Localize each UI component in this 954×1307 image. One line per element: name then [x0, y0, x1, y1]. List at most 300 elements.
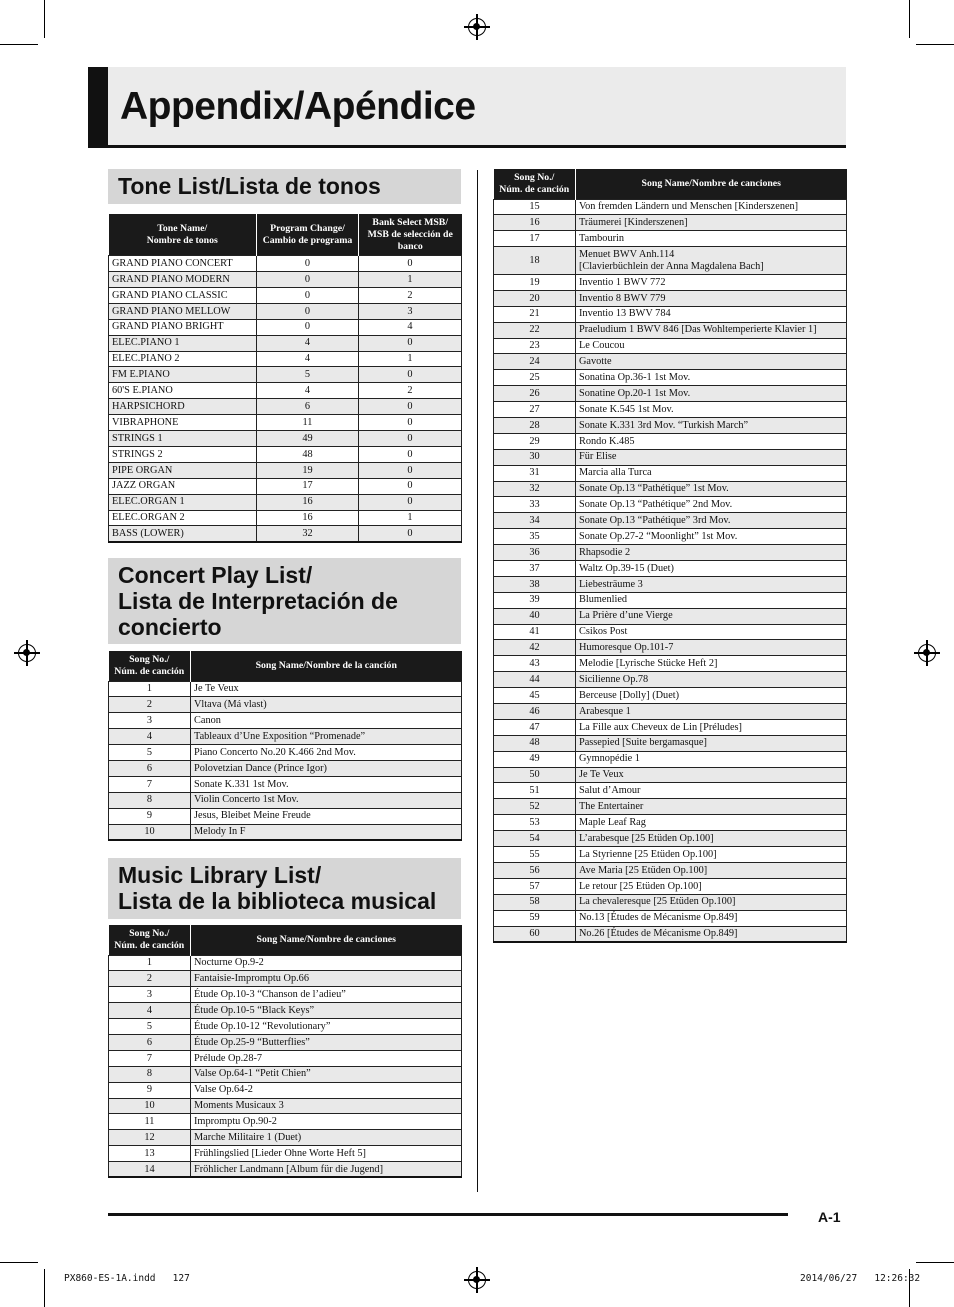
table-cell: 19 — [257, 462, 359, 478]
table-row — [109, 1098, 462, 1114]
table-row — [494, 624, 847, 640]
table-row — [109, 1019, 462, 1035]
music-library-table-continued — [493, 169, 847, 943]
table-row — [109, 383, 462, 399]
table-cell: 57 — [494, 878, 576, 894]
table-row — [109, 494, 462, 510]
table-cell: 11 — [257, 415, 359, 431]
table-cell: GRAND PIANO BRIGHT — [109, 319, 257, 335]
table-cell: 28 — [494, 418, 576, 434]
table-row — [494, 576, 847, 592]
table-cell: The Entertainer — [576, 799, 847, 815]
table-cell: 7 — [109, 776, 191, 792]
table-cell: 6 — [257, 399, 359, 415]
table-row — [494, 338, 847, 354]
table-cell: Polovetzian Dance (Prince Igor) — [191, 760, 462, 776]
table-cell: 0 — [257, 288, 359, 304]
table-cell: 6 — [109, 1034, 191, 1050]
table-cell: Valse Op.64-1 “Petit Chien” — [191, 1066, 462, 1082]
table-row — [109, 1114, 462, 1130]
table-cell: 0 — [359, 494, 462, 510]
registration-mark-icon — [468, 1271, 486, 1289]
table-cell: Canon — [191, 713, 462, 729]
table-cell: Je Te Veux — [191, 681, 462, 697]
table-cell: La Styrienne [25 Etüden Op.100] — [576, 847, 847, 863]
registration-mark-icon — [468, 18, 486, 36]
table-row — [494, 402, 847, 418]
table-cell: Salut d’Amour — [576, 783, 847, 799]
table-row — [109, 729, 462, 745]
table-cell: FM E.PIANO — [109, 367, 257, 383]
table-row — [109, 1130, 462, 1146]
table-row — [494, 561, 847, 577]
table-cell: 12 — [109, 1130, 191, 1146]
table-row — [494, 592, 847, 608]
table-cell: 49 — [257, 431, 359, 447]
table-cell: 33 — [494, 497, 576, 513]
table-row — [494, 247, 847, 275]
column-header: Song No./ Núm. de canción — [109, 651, 191, 681]
table-cell: Liebesträume 3 — [576, 576, 847, 592]
table-row — [494, 545, 847, 561]
footer-rule — [108, 1213, 788, 1216]
table-cell: La Fille aux Cheveux de Lin [Préludes] — [576, 719, 847, 735]
table-cell: 16 — [257, 494, 359, 510]
table-cell: Étude Op.10-5 “Black Keys” — [191, 1003, 462, 1019]
table-cell: GRAND PIANO MODERN — [109, 272, 257, 288]
table-row — [494, 322, 847, 338]
table-cell: Blumenlied — [576, 592, 847, 608]
table-cell: 9 — [109, 1082, 191, 1098]
concert-play-list-heading: Concert Play List/ Lista de Interpretación de concierto — [108, 558, 461, 644]
table-row — [109, 415, 462, 431]
table-cell: Étude Op.25-9 “Butterflies” — [191, 1034, 462, 1050]
table-row — [109, 303, 462, 319]
table-cell: 4 — [257, 351, 359, 367]
table-cell: Prélude Op.28-7 — [191, 1050, 462, 1066]
registration-mark-icon — [18, 644, 36, 662]
table-cell: 26 — [494, 386, 576, 402]
page-number: A-1 — [818, 1209, 841, 1225]
table-row — [494, 290, 847, 306]
column-header: Tone Name/ Nombre de tonos — [109, 214, 257, 256]
table-cell: 58 — [494, 894, 576, 910]
table-cell: 2 — [109, 971, 191, 987]
table-cell: 9 — [109, 808, 191, 824]
table-cell: 60'S E.PIANO — [109, 383, 257, 399]
slug-date-info: 2014/06/27 12:26:32 — [800, 1273, 921, 1284]
table-cell: Frühlingslied [Lieder Ohne Worte Heft 5] — [191, 1146, 462, 1162]
table-row — [109, 745, 462, 761]
table-cell: 8 — [109, 792, 191, 808]
table-cell: 2 — [359, 288, 462, 304]
table-row — [109, 351, 462, 367]
table-cell: Marcia alla Turca — [576, 465, 847, 481]
table-cell: Sonate K.545 1st Mov. — [576, 402, 847, 418]
table-cell: GRAND PIANO MELLOW — [109, 303, 257, 319]
table-cell: 32 — [494, 481, 576, 497]
table-cell: 14 — [109, 1162, 191, 1178]
table-row — [494, 386, 847, 402]
table-cell: 21 — [494, 306, 576, 322]
table-row — [494, 199, 847, 215]
crop-mark — [916, 1262, 954, 1263]
table-cell: Étude Op.10-3 “Chanson de l’adieu” — [191, 987, 462, 1003]
table-cell: 11 — [109, 1114, 191, 1130]
table-row — [494, 910, 847, 926]
table-row — [494, 481, 847, 497]
table-cell: STRINGS 2 — [109, 446, 257, 462]
table-cell: 3 — [359, 303, 462, 319]
table-cell: Sonate K.331 3rd Mov. “Turkish March” — [576, 418, 847, 434]
table-cell: 34 — [494, 513, 576, 529]
table-row — [494, 719, 847, 735]
table-cell: 0 — [359, 431, 462, 447]
table-row — [494, 656, 847, 672]
table-cell: Waltz Op.39-15 (Duet) — [576, 561, 847, 577]
table-cell: 43 — [494, 656, 576, 672]
table-cell: Sicilienne Op.78 — [576, 672, 847, 688]
table-cell: 40 — [494, 608, 576, 624]
table-row — [494, 831, 847, 847]
table-cell: PIPE ORGAN — [109, 462, 257, 478]
table-row — [494, 608, 847, 624]
table-cell: 4 — [109, 729, 191, 745]
concert-play-list-table — [108, 651, 462, 841]
table-cell: 1 — [359, 510, 462, 526]
table-cell: Le Coucou — [576, 338, 847, 354]
table-cell: Gavotte — [576, 354, 847, 370]
table-row — [494, 354, 847, 370]
table-row — [109, 1146, 462, 1162]
table-row — [494, 529, 847, 545]
table-row — [109, 713, 462, 729]
table-cell: ELEC.ORGAN 1 — [109, 494, 257, 510]
table-cell: L’arabesque [25 Etüden Op.100] — [576, 831, 847, 847]
table-cell: 36 — [494, 545, 576, 561]
table-row — [494, 894, 847, 910]
table-row — [109, 697, 462, 713]
table-row — [109, 256, 462, 272]
table-row — [494, 274, 847, 290]
column-header: Song Name/Nombre de canciones — [576, 169, 847, 199]
table-cell: 51 — [494, 783, 576, 799]
table-row — [109, 399, 462, 415]
table-row — [494, 306, 847, 322]
table-cell: GRAND PIANO CONCERT — [109, 256, 257, 272]
table-cell: La Prière d’une Vierge — [576, 608, 847, 624]
table-row — [109, 335, 462, 351]
table-cell: 16 — [494, 215, 576, 231]
column-header: Song No./ Núm. de canción — [109, 925, 191, 955]
table-cell: Gymnopédie 1 — [576, 751, 847, 767]
table-row — [494, 847, 847, 863]
table-cell: 0 — [359, 399, 462, 415]
table-row — [494, 231, 847, 247]
table-cell: Sonate Op.13 “Pathétique” 1st Mov. — [576, 481, 847, 497]
table-cell: 20 — [494, 290, 576, 306]
table-row — [109, 971, 462, 987]
crop-mark — [916, 44, 954, 45]
table-cell: 4 — [109, 1003, 191, 1019]
table-cell: 49 — [494, 751, 576, 767]
table-cell: Sonate Op.13 “Pathétique” 3rd Mov. — [576, 513, 847, 529]
table-cell: Sonate K.331 1st Mov. — [191, 776, 462, 792]
table-cell: Berceuse [Dolly] (Duet) — [576, 688, 847, 704]
table-cell: 48 — [494, 735, 576, 751]
table-row — [109, 792, 462, 808]
table-cell: 0 — [359, 335, 462, 351]
table-cell: Melody In F — [191, 824, 462, 840]
table-row — [109, 776, 462, 792]
table-row — [109, 367, 462, 383]
table-row — [494, 704, 847, 720]
table-cell: Fantaisie-Impromptu Op.66 — [191, 971, 462, 987]
table-row — [109, 526, 462, 542]
table-cell: Sonate Op.13 “Pathétique” 2nd Mov. — [576, 497, 847, 513]
table-cell: 24 — [494, 354, 576, 370]
table-row — [494, 672, 847, 688]
table-cell: 0 — [359, 256, 462, 272]
table-row — [109, 955, 462, 971]
music-library-list-heading: Music Library List/ Lista de la biblioteca musical — [108, 858, 461, 919]
table-cell: Von fremden Ländern und Menschen [Kinderszenen] — [576, 199, 847, 215]
table-cell: VIBRAPHONE — [109, 415, 257, 431]
table-cell: 2 — [359, 383, 462, 399]
table-row — [494, 735, 847, 751]
table-cell: Jesus, Bleibet Meine Freude — [191, 808, 462, 824]
table-cell: Melodie [Lyrische Stücke Heft 2] — [576, 656, 847, 672]
table-cell: 5 — [109, 1019, 191, 1035]
table-cell: 10 — [109, 824, 191, 840]
table-cell: Inventio 1 BWV 772 — [576, 274, 847, 290]
table-cell: 10 — [109, 1098, 191, 1114]
table-row — [494, 688, 847, 704]
table-row — [109, 319, 462, 335]
table-cell: BASS (LOWER) — [109, 526, 257, 542]
table-cell: 27 — [494, 402, 576, 418]
table-cell: 2 — [109, 697, 191, 713]
table-row — [494, 799, 847, 815]
table-row — [109, 288, 462, 304]
table-cell: 0 — [359, 367, 462, 383]
table-row — [494, 465, 847, 481]
table-row — [494, 418, 847, 434]
table-row — [494, 815, 847, 831]
table-cell: 54 — [494, 831, 576, 847]
table-row — [494, 433, 847, 449]
table-row — [109, 808, 462, 824]
table-cell: 4 — [257, 383, 359, 399]
table-cell: 52 — [494, 799, 576, 815]
table-row — [109, 824, 462, 840]
table-cell: GRAND PIANO CLASSIC — [109, 288, 257, 304]
table-cell: Impromptu Op.90-2 — [191, 1114, 462, 1130]
table-cell: 35 — [494, 529, 576, 545]
table-cell: Maple Leaf Rag — [576, 815, 847, 831]
table-cell: Marche Militaire 1 (Duet) — [191, 1130, 462, 1146]
table-row — [494, 497, 847, 513]
table-row — [494, 862, 847, 878]
table-cell: 31 — [494, 465, 576, 481]
table-cell: 5 — [257, 367, 359, 383]
table-cell: Piano Concerto No.20 K.466 2nd Mov. — [191, 745, 462, 761]
table-cell: 5 — [109, 745, 191, 761]
table-cell: Moments Musicaux 3 — [191, 1098, 462, 1114]
table-cell: Csikos Post — [576, 624, 847, 640]
table-cell: 1 — [109, 681, 191, 697]
table-cell: 47 — [494, 719, 576, 735]
table-cell: No.26 [Études de Mécanisme Op.849] — [576, 926, 847, 942]
table-cell: 30 — [494, 449, 576, 465]
table-row — [109, 478, 462, 494]
table-cell: 0 — [257, 303, 359, 319]
table-row — [494, 513, 847, 529]
table-cell: Tableaux d’Une Exposition “Promenade” — [191, 729, 462, 745]
table-cell: 0 — [257, 256, 359, 272]
table-cell: 45 — [494, 688, 576, 704]
table-cell: 29 — [494, 433, 576, 449]
table-cell: No.13 [Études de Mécanisme Op.849] — [576, 910, 847, 926]
table-cell: Ave Maria [25 Etüden Op.100] — [576, 862, 847, 878]
table-cell: Träumerei [Kinderszenen] — [576, 215, 847, 231]
table-cell: 46 — [494, 704, 576, 720]
table-cell: 7 — [109, 1050, 191, 1066]
table-cell: Étude Op.10-12 “Revolutionary” — [191, 1019, 462, 1035]
table-cell: Sonate Op.27-2 “Moonlight” 1st Mov. — [576, 529, 847, 545]
table-row — [109, 1082, 462, 1098]
column-divider — [477, 170, 478, 1192]
page-title-banner — [88, 67, 846, 148]
table-cell: 16 — [257, 510, 359, 526]
table-cell: Fröhlicher Landmann [Album für die Jugend] — [191, 1162, 462, 1178]
table-cell: 0 — [359, 478, 462, 494]
table-cell: ELEC.PIANO 1 — [109, 335, 257, 351]
table-row — [494, 449, 847, 465]
table-cell: 3 — [109, 713, 191, 729]
table-cell: 19 — [494, 274, 576, 290]
column-header: Bank Select MSB/ MSB de selección de banco — [359, 214, 462, 256]
table-cell: Violin Concerto 1st Mov. — [191, 792, 462, 808]
table-cell: JAZZ ORGAN — [109, 478, 257, 494]
table-cell: La chevaleresque [25 Etüden Op.100] — [576, 894, 847, 910]
table-cell: 55 — [494, 847, 576, 863]
table-row — [494, 370, 847, 386]
table-row — [109, 446, 462, 462]
table-cell: Für Elise — [576, 449, 847, 465]
table-cell: Arabesque 1 — [576, 704, 847, 720]
table-cell: Humoresque Op.101-7 — [576, 640, 847, 656]
table-cell: 48 — [257, 446, 359, 462]
table-row — [494, 783, 847, 799]
table-row — [109, 987, 462, 1003]
table-cell: 4 — [257, 335, 359, 351]
table-cell: 17 — [257, 478, 359, 494]
column-header: Song No./ Núm. de canción — [494, 169, 576, 199]
table-cell: 41 — [494, 624, 576, 640]
table-cell: Vltava (Má vlast) — [191, 697, 462, 713]
table-row — [109, 1066, 462, 1082]
table-cell: Valse Op.64-2 — [191, 1082, 462, 1098]
table-row — [494, 926, 847, 942]
table-row — [109, 681, 462, 697]
table-cell: HARPSICHORD — [109, 399, 257, 415]
table-cell: Menuet BWV Anh.114 [Clavierbüchlein der Anna Magdalena Bach] — [576, 247, 847, 275]
table-cell: 39 — [494, 592, 576, 608]
tone-list-table — [108, 214, 462, 543]
table-cell: 25 — [494, 370, 576, 386]
table-row — [494, 751, 847, 767]
table-cell: Inventio 13 BWV 784 — [576, 306, 847, 322]
column-header: Song Name/Nombre de canciones — [191, 925, 462, 955]
table-cell: ELEC.PIANO 2 — [109, 351, 257, 367]
table-cell: 0 — [257, 272, 359, 288]
page-title: Appendix/Apéndice — [120, 85, 476, 128]
table-cell: 6 — [109, 760, 191, 776]
table-cell: 0 — [359, 446, 462, 462]
crop-mark — [0, 44, 38, 45]
table-cell: 1 — [109, 955, 191, 971]
table-row — [109, 431, 462, 447]
table-row — [494, 878, 847, 894]
table-cell: 1 — [359, 351, 462, 367]
table-row — [109, 1050, 462, 1066]
table-cell: Inventio 8 BWV 779 — [576, 290, 847, 306]
crop-mark — [44, 0, 45, 38]
table-cell: 0 — [359, 526, 462, 542]
column-header: Song Name/Nombre de la canción — [191, 651, 462, 681]
column-header: Program Change/ Cambio de programa — [257, 214, 359, 256]
crop-mark — [0, 1262, 38, 1263]
table-cell: 4 — [359, 319, 462, 335]
table-cell: Rhapsodie 2 — [576, 545, 847, 561]
table-row — [494, 640, 847, 656]
table-cell: 38 — [494, 576, 576, 592]
table-cell: STRINGS 1 — [109, 431, 257, 447]
table-cell: 53 — [494, 815, 576, 831]
table-cell: 0 — [359, 415, 462, 431]
table-row — [109, 1162, 462, 1178]
table-cell: ELEC.ORGAN 2 — [109, 510, 257, 526]
table-cell: 3 — [109, 987, 191, 1003]
table-row — [494, 767, 847, 783]
table-row — [109, 510, 462, 526]
table-cell: Praeludium 1 BWV 846 [Das Wohltemperierte Klavier 1] — [576, 322, 847, 338]
table-cell: 44 — [494, 672, 576, 688]
table-row — [494, 215, 847, 231]
table-cell: Sonatina Op.36-1 1st Mov. — [576, 370, 847, 386]
table-cell: 0 — [257, 319, 359, 335]
table-cell: 56 — [494, 862, 576, 878]
table-cell: 23 — [494, 338, 576, 354]
table-row — [109, 462, 462, 478]
crop-mark — [44, 1269, 45, 1307]
table-cell: 50 — [494, 767, 576, 783]
slug-file-info: PX860-ES-1A.indd 127 — [64, 1273, 190, 1284]
table-cell: 42 — [494, 640, 576, 656]
table-cell: 17 — [494, 231, 576, 247]
table-cell: 22 — [494, 322, 576, 338]
table-cell: 37 — [494, 561, 576, 577]
table-cell: 1 — [359, 272, 462, 288]
tone-list-heading: Tone List/Lista de tonos — [108, 169, 461, 204]
table-cell: Rondo K.485 — [576, 433, 847, 449]
table-row — [109, 1034, 462, 1050]
table-cell: 32 — [257, 526, 359, 542]
table-cell: 15 — [494, 199, 576, 215]
table-row — [109, 760, 462, 776]
table-cell: Tambourin — [576, 231, 847, 247]
